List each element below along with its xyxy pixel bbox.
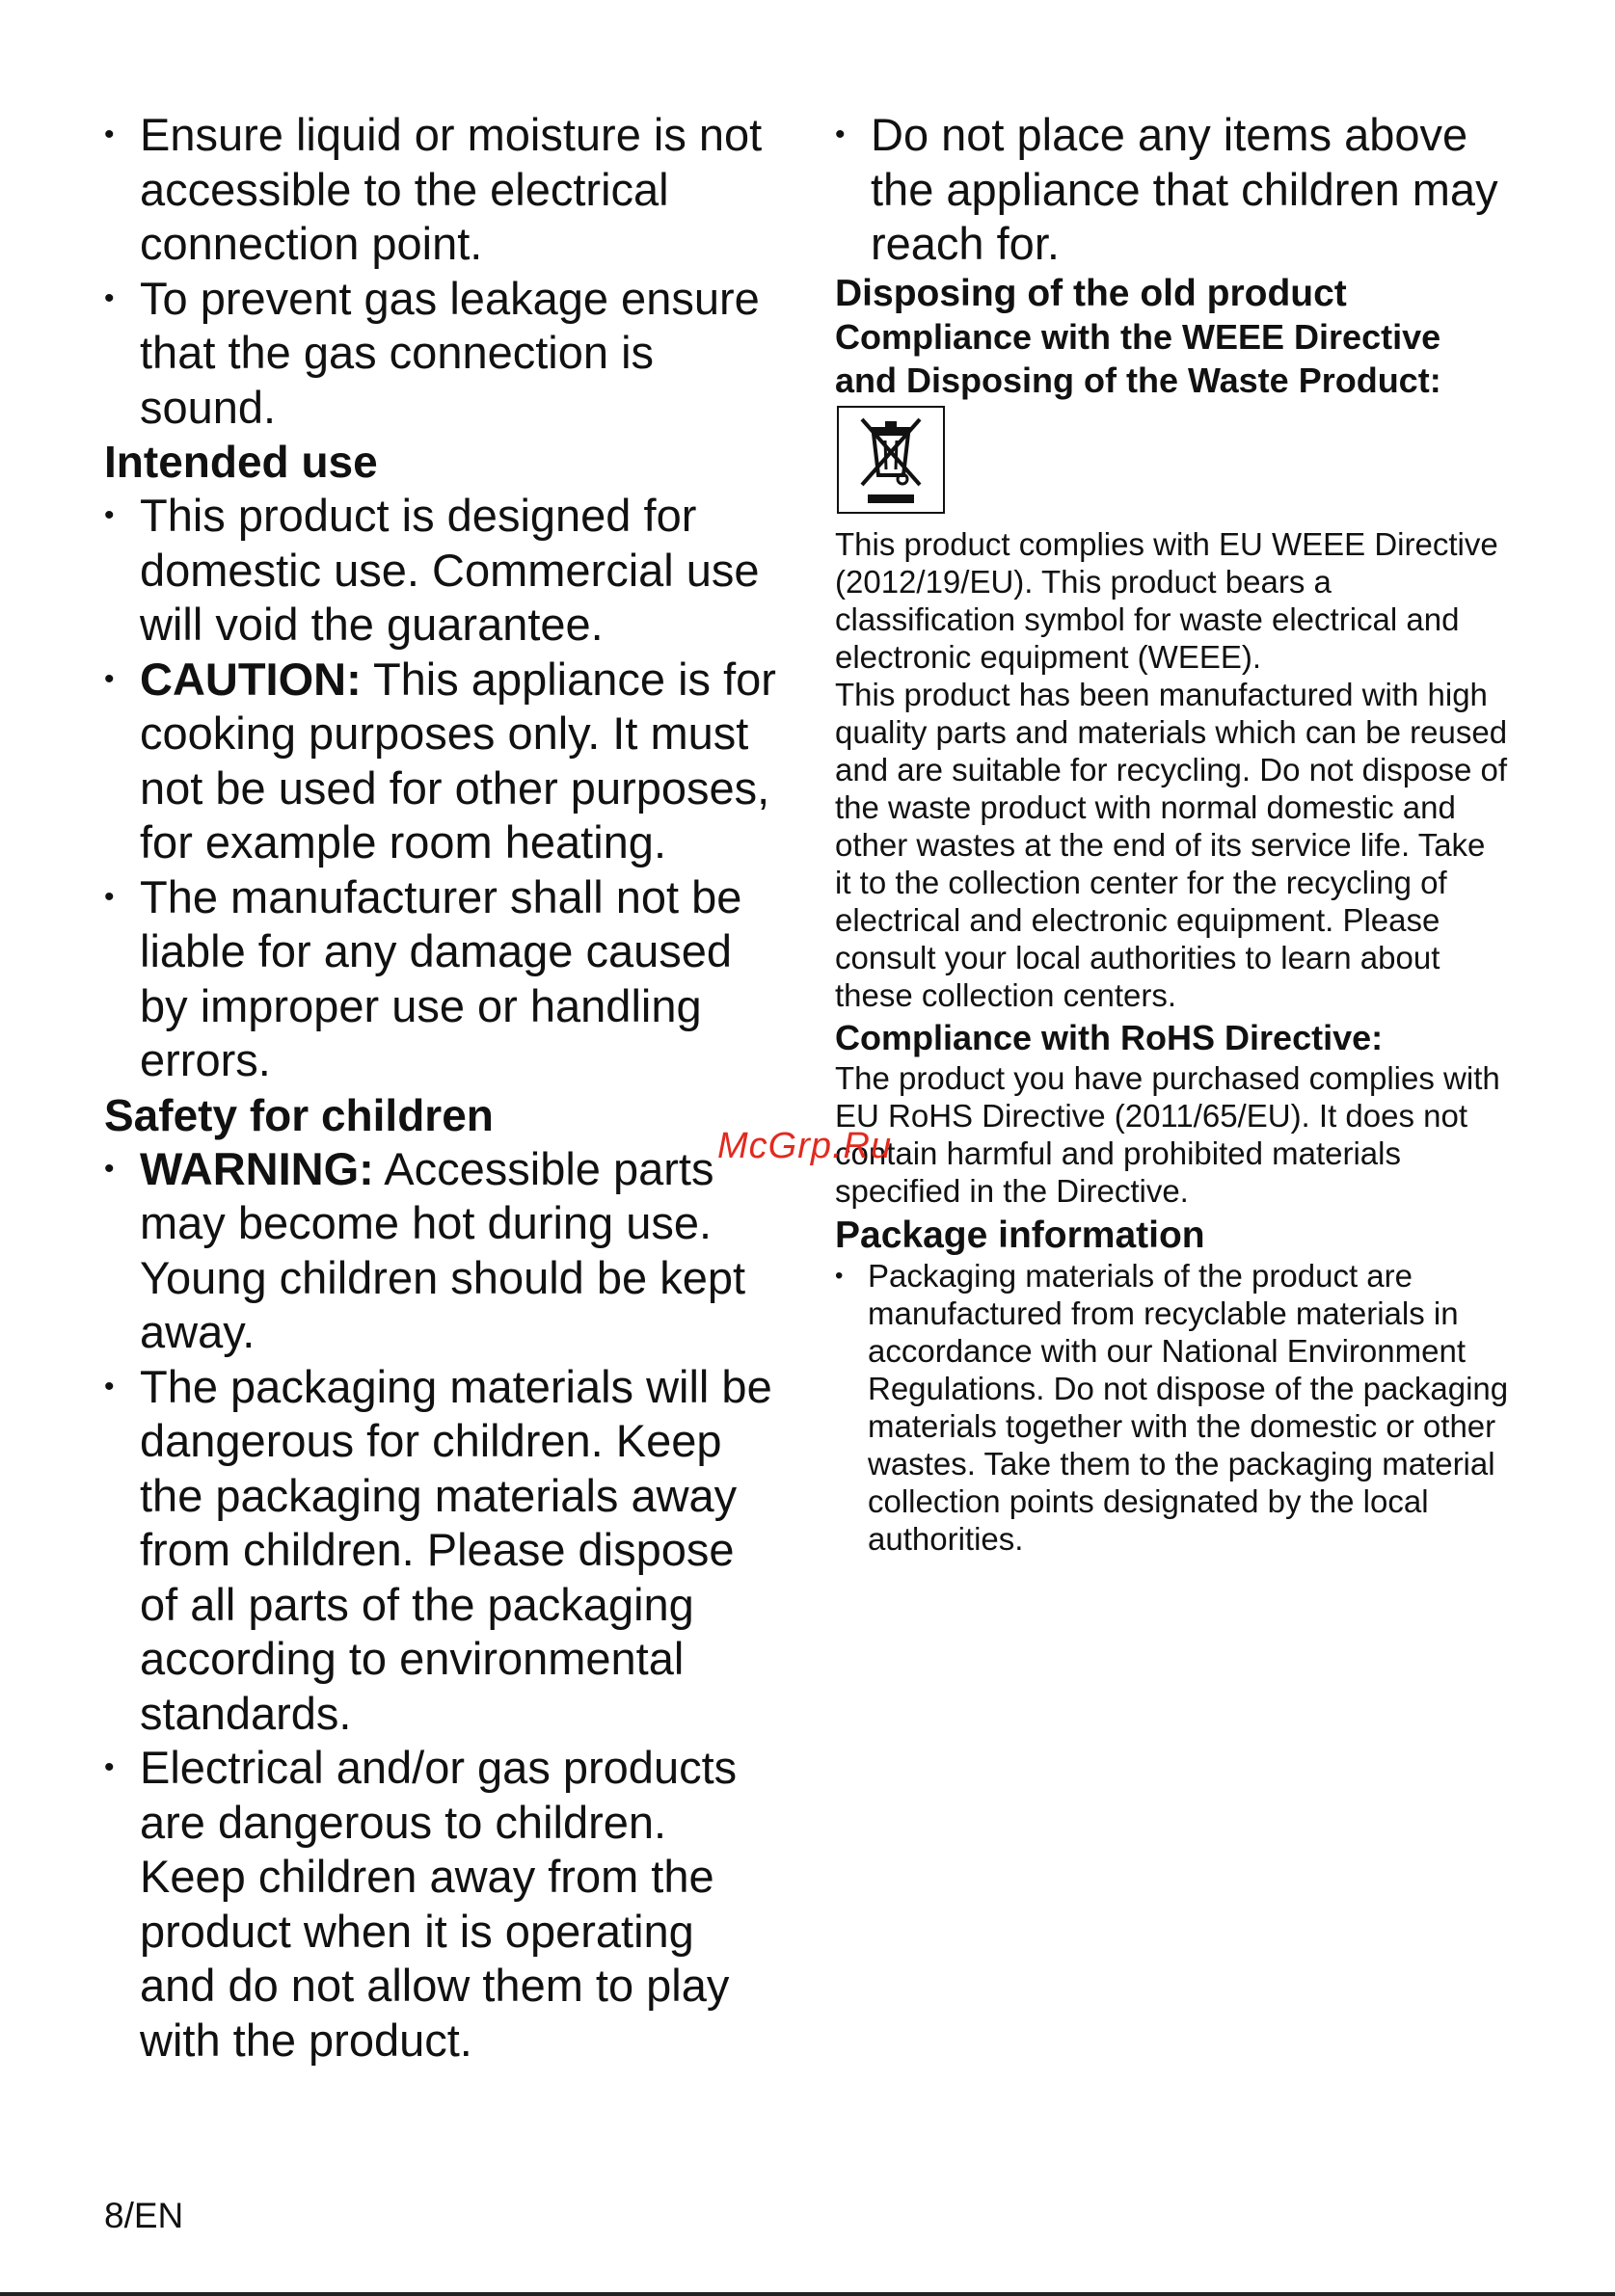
list-item: • Ensure liquid or moisture is not accessible to the electrical connection point. xyxy=(104,108,779,272)
rohs-heading: Compliance with RoHS Directive: xyxy=(835,1017,1384,1057)
list-item: • This product is designed for domestic use. Commercial use will void the guarantee. xyxy=(104,489,779,653)
list-item: • To prevent gas leakage ensure that the gas connection is sound. xyxy=(104,272,779,436)
list-item: • Do not place any items above the appliance that children may reach for. xyxy=(835,108,1510,272)
package-list xyxy=(835,1257,1510,1558)
list-item: • The packaging materials will be dangerous for children. Keep the packaging materials away from children. Please dispose of all parts of the packaging according to environmental standards. xyxy=(104,1360,779,1742)
warning-text: Accessible parts may become hot during use. Young children should be kept away. xyxy=(140,1142,746,1357)
right-column xyxy=(835,108,1510,1558)
bottom-rule xyxy=(0,2292,1615,2296)
weee-symbol xyxy=(837,406,945,514)
safety-list-top xyxy=(104,108,779,435)
warning-item xyxy=(104,1142,779,1360)
caution-item xyxy=(104,653,779,870)
safety-children-heading: Safety for children xyxy=(104,1089,494,1140)
crossed-out-wheeled-bin-icon xyxy=(839,408,943,512)
list-item: • The manufacturer shall not be liable for any damage caused by improper use or handling errors. xyxy=(104,870,779,1088)
disposing-heading: Disposing of the old product xyxy=(835,272,1347,314)
weee-heading: Compliance with the WEEE Directive and Disposing of the Waste Product: xyxy=(835,316,1441,400)
caution-label: CAUTION: xyxy=(140,653,362,705)
rohs-paragraph: The product you have purchased complies with EU RoHS Directive (2011/65/EU). It does not contain harmful and prohibited materials specified in the Directive. xyxy=(835,1059,1500,1209)
caution-text: This appliance is for cooking purposes only. It must not be used for other purposes, for example room heating. xyxy=(140,653,776,868)
warning-label: WARNING: xyxy=(140,1142,374,1194)
list-item: • Electrical and/or gas products are dangerous to children. Keep children away from the product when it is operating and do not allow them to play with the product. xyxy=(104,1741,779,2068)
weee-paragraph-1: This product complies with EU WEEE Directive (2012/19/EU). This product bears a classification symbol for waste electrical and electronic equipment (WEEE). xyxy=(835,525,1498,675)
package-heading: Package information xyxy=(835,1214,1205,1256)
safety-children-list xyxy=(104,1142,779,2069)
intended-use-heading: Intended use xyxy=(104,437,378,487)
watermark: McGrp.Ru xyxy=(717,1126,893,1166)
intended-use-list xyxy=(104,489,779,1088)
weee-paragraph-2: This product has been manufactured with high quality parts and materials which can be reused and are suitable for recycling. Do not dispose of the waste product with normal domestic and other wastes at the end of its service life. Take it to the collection center for the recycling of electrical and electronic equipment. Please consult your local authorities to learn about these collection centers. xyxy=(835,676,1508,1013)
right-top-list xyxy=(835,108,1510,272)
left-column xyxy=(104,108,779,2068)
list-item: • Packaging materials of the product are manufactured from recyclable materials in accordance with our National Environment Regulations. Do not dispose of the packaging materials together with the domestic or other wastes. Take them to the packaging material collection points designated by the local authorities. xyxy=(835,1257,1510,1558)
page-number: 8/EN xyxy=(104,2196,184,2235)
